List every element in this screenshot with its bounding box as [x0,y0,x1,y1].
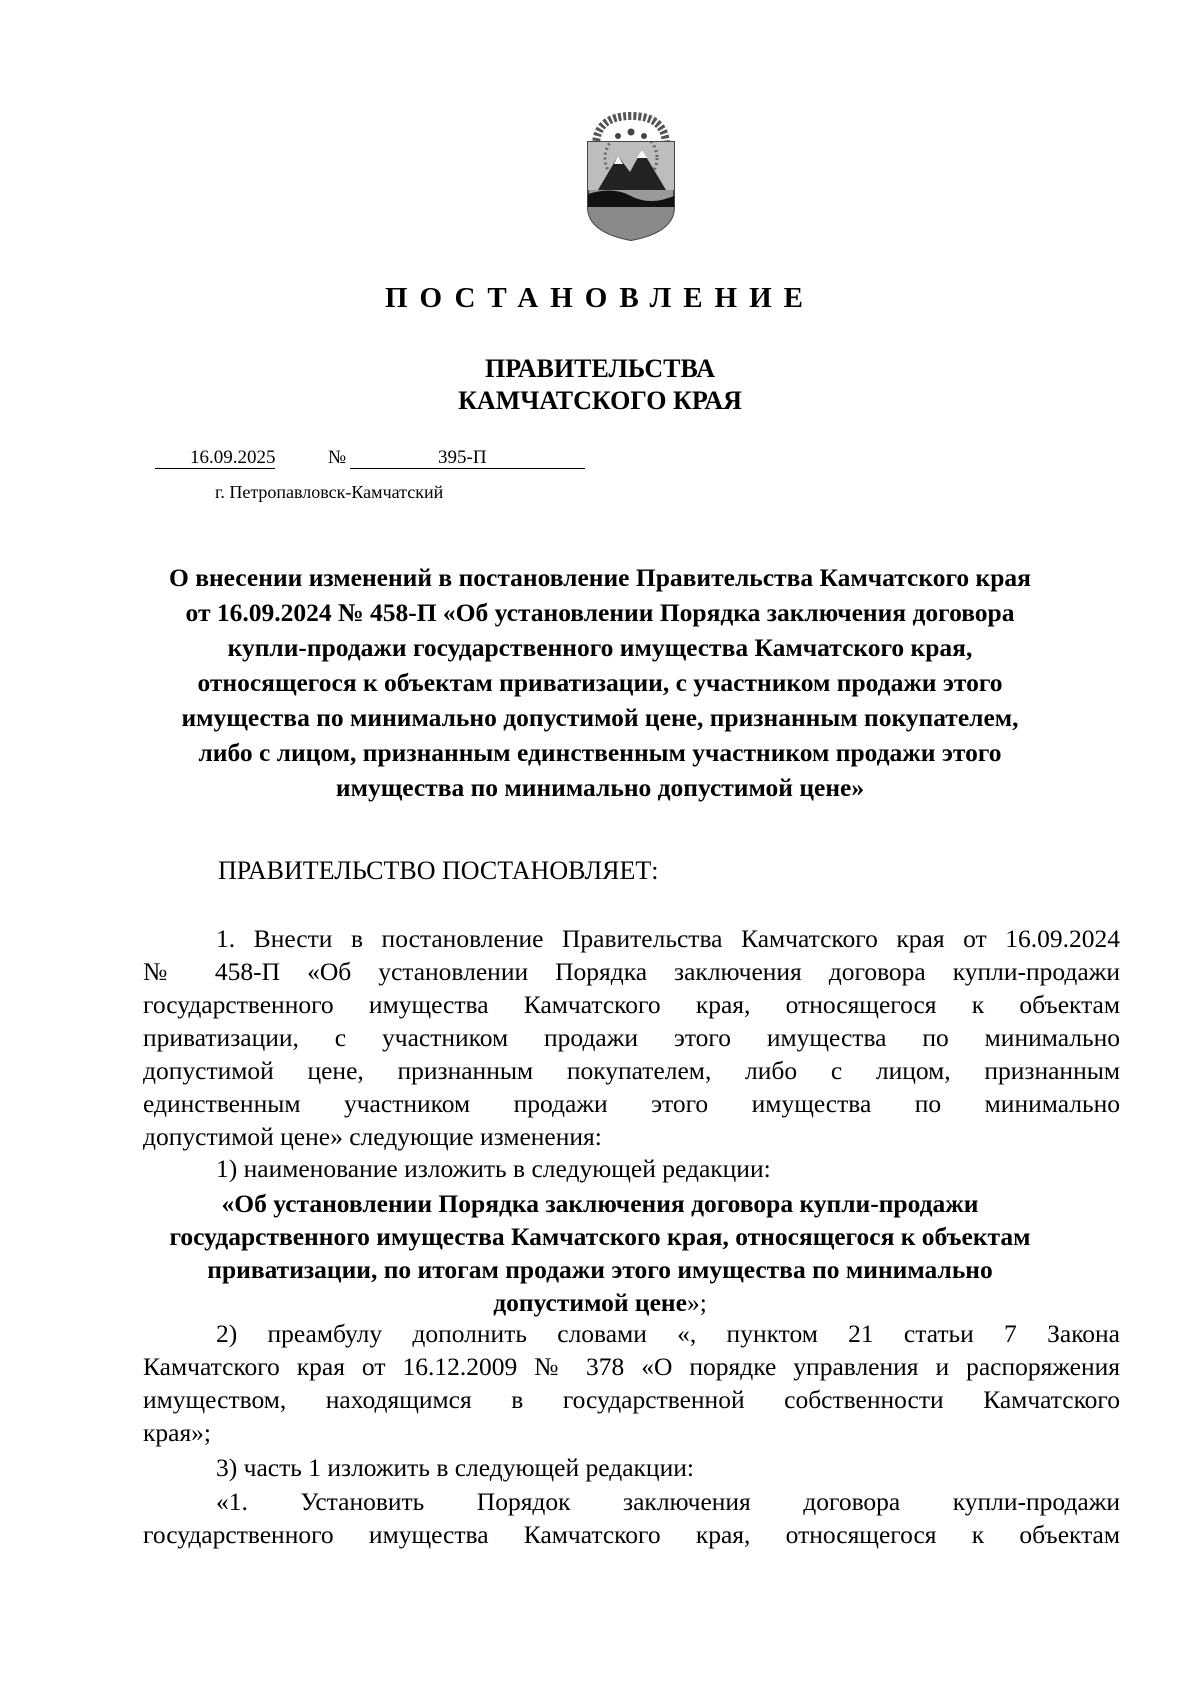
issuer-line-2: КАМЧАТСКОГО КРАЯ [458,386,742,415]
paragraph-line: 1. Внести в постановление Правительства Камчатского края от 16.09.2024 [216,924,1120,953]
title-line: имущества по минимально допустимой цене, признанным покупателем, [181,703,1019,732]
paragraph-line: № 458-П «Об установлении Порядка заключения договора купли-продажи [143,957,1120,986]
paragraph-line: края»; [143,1418,212,1447]
registration-line [155,447,585,469]
title-line: имущества по минимально допустимой цене» [335,773,865,802]
coat-of-arms-icon [578,112,684,242]
title-line: либо с лицом, признанным единственным участником продажи этого [198,738,1002,767]
quote-tail: »; [686,1288,707,1317]
title-line: О внесении изменений в постановление Правительства Камчатского края [169,563,1031,592]
item-1: 1) наименование изложить в следующей редакции: [216,1154,771,1183]
paragraph-line: государственного имущества Камчатского края, относящегося к объектам [143,1520,1120,1549]
quote-line: приватизации, по итогам продажи этого имущества по минимально [207,1255,993,1284]
paragraph-line: приватизации, с участником продажи этого имущества по минимально [143,1023,1120,1052]
quote-part-1 [143,1485,1120,1551]
city: г. Петропавловск-Камчатский [215,482,444,502]
paragraph-line: государственного имущества Камчатского края, относящегося к объектам [143,990,1120,1019]
decree-phrase: ПРАВИТЕЛЬСТВО ПОСТАНОВЛЯЕТ: [218,856,659,885]
document-date: 16.09.2025 [190,447,276,468]
document-title [130,560,1070,805]
paragraph-line: единственным участником продажи этого имущества по минимально [143,1089,1120,1118]
new-title-quote [130,1187,1070,1319]
issuer-line-1: ПРАВИТЕЛЬСТВА [485,354,715,383]
title-line: купли-продажи государственного имущества Камчатского края, [227,633,973,662]
quote-line: «Об установлении Порядка заключения договора купли-продажи [221,1189,979,1218]
number-sign: № [328,447,347,468]
paragraph-1 [143,922,1120,1153]
quote-bold-end: допустимой цене [493,1288,687,1317]
paragraph-line: допустимой цене, признанным покупателем, либо с лицом, признанным [143,1056,1120,1085]
quote-line [130,1286,1070,1319]
paragraph-line: Камчатского края от 16.12.2009 № 378 «О порядке управления и распоряжения [143,1352,1120,1381]
title-line: относящегося к объектам приватизации, с участником продажи этого [197,668,1003,697]
paragraph-line: имуществом, находящимся в государственной собственности Камчатского [143,1385,1120,1414]
quote-line: государственного имущества Камчатского края, относящегося к объектам [169,1222,1031,1251]
paragraph-line: 2) преамбулу дополнить словами «, пунктом 21 статьи 7 Закона [216,1319,1120,1348]
title-line: от 16.09.2024 № 458-П «Об установлении Порядка заключения договора [185,598,1015,627]
paragraph-line: допустимой цене» следующие изменения: [143,1122,602,1151]
item-2 [143,1317,1120,1449]
document-number: 395-П [438,447,487,468]
document-type: ПОСТАНОВЛЕНИЕ [384,282,815,314]
paragraph-line: «1. Установить Порядок заключения договора купли-продажи [216,1487,1120,1516]
item-3: 3) часть 1 изложить в следующей редакции: [216,1453,694,1482]
